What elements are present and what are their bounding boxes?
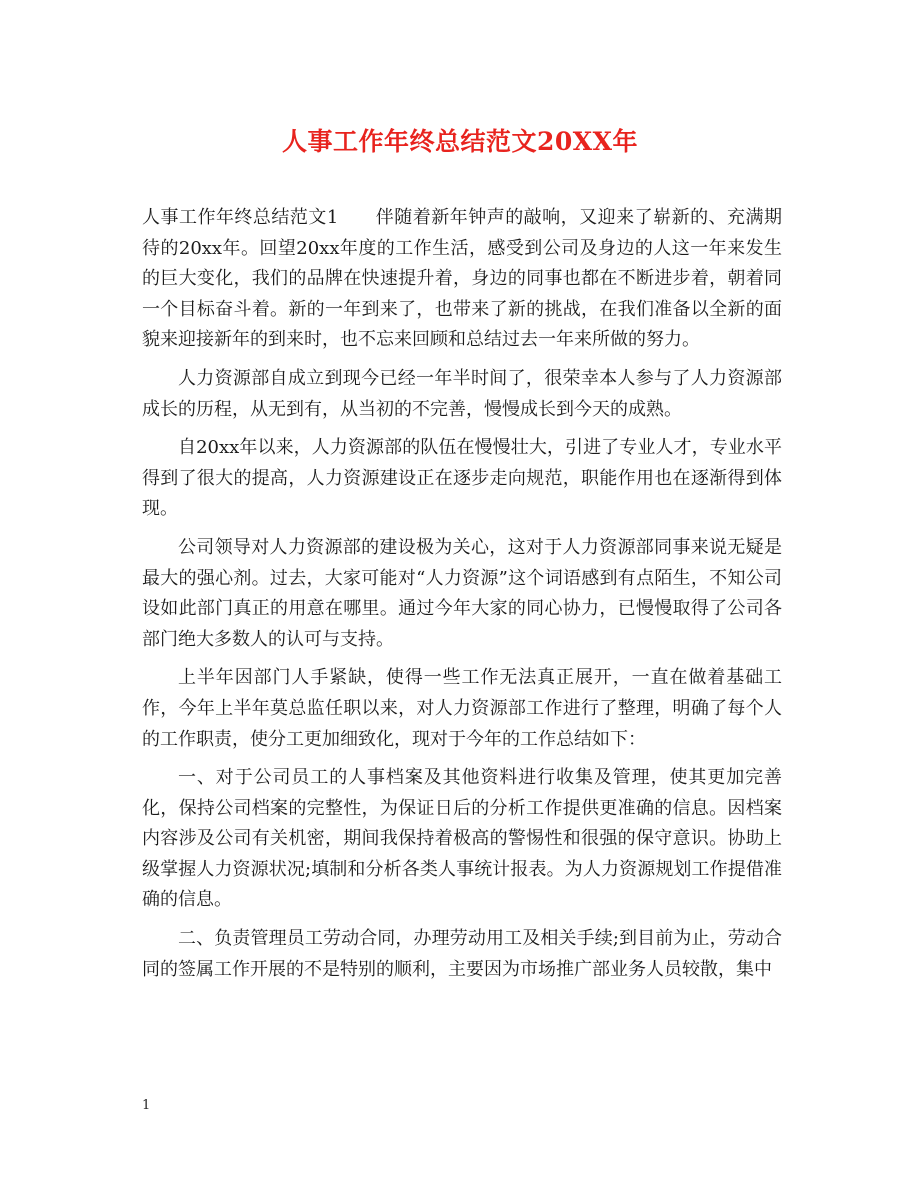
first-head-gap [338, 207, 375, 228]
paragraph-7: 二、负责管理员工劳动合同，办理劳动用工及相关手续;到目前为止，劳动合同的签属工作开展的不是特别的顺利，主要因为市场推广部业务人员较散，集中 [142, 928, 782, 980]
document-title: 人事工作年终总结范文20XX年 [281, 127, 639, 156]
paragraph-4: 公司领导对人力资源部的建设极为关心，这对于人力资源部同事来说无疑是最大的强心剂。过去，大家可能对“人力资源”这个词语感到有点陌生，不知公司设如此部门真正的用意在哪里。通过今年大家的同心协力，已慢慢取得了公司各部门绝大多数人的认可与支持。 [142, 536, 782, 650]
section-heading: 人事工作年终总结范文1 [142, 207, 339, 228]
page-number: 1 [142, 1098, 151, 1113]
paragraph-5: 上半年因部门人手紧缺，使得一些工作无法真正展开，一直在做着基础工作，今年上半年莫总监任职以来，对人力资源部工作进行了整理，明确了每个人的工作职责，使分工更加细致化，现对于今年的工作总结如下： [142, 667, 782, 750]
paragraph-6: 一、对于公司员工的人事档案及其他资料进行收集及管理，使其更加完善化，保持公司档案的完整性，为保证日后的分析工作提供更准确的信息。因档案内容涉及公司有关机密，期间我保持着极高的警惕性和很强的保守意识。协助上级掌握人力资源状况;填制和分析各类人事统计报表。为人力资源规划工作提借准确的信息。 [142, 767, 782, 911]
paragraph-3: 自20xx年以来，人力资源部的队伍在慢慢壮大，引进了专业人才，专业水平得到了很大的提高，人力资源建设正在逐步走向规范，职能作用也在逐渐得到体现。 [142, 437, 782, 520]
paragraph-1 [142, 203, 782, 356]
paragraph-2: 人力资源部自成立到现今已经一年半时间了，很荣幸本人参与了人力资源部成长的历程，从无到有，从当初的不完善，慢慢成长到今天的成熟。 [142, 367, 782, 420]
document-body [142, 203, 782, 993]
paragraph-text: 伴随着新年钟声的敲响，又迎来了崭新的、充满期待的20xx年。回望20xx年度的工作生活，感受到公司及身边的人这一年来发生的巨大变化，我们的品牌在快速提升着，身边的同事也都在不断进步着，朝着同一个目标奋斗着。新的一年到来了，也带来了新的挑战，在我们准备以全新的面貌来迎接新年的到来时，也不忘来回顾和总结过去一年来所做的努力。 [142, 207, 783, 351]
